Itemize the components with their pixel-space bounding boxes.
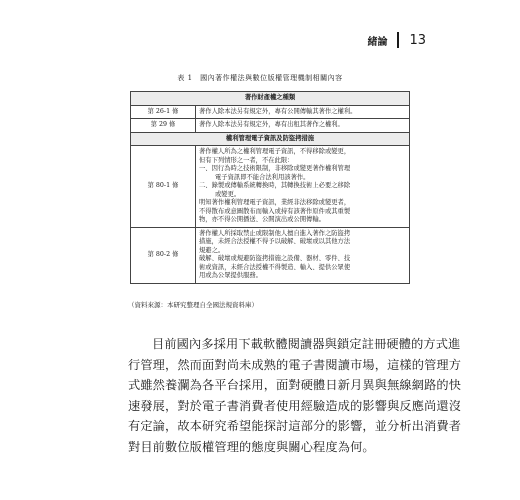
header-divider — [397, 32, 399, 48]
section-title: 著作財產權之種類 — [131, 92, 410, 106]
article-number: 第 29 條 — [131, 119, 196, 133]
paragraph-line: 有定論，故本研究希望能探討這部分的影響，並分析出消費者 — [128, 419, 462, 433]
text-line: 術或資訊，未經合法授權不得製造、輸入、提供公眾使 — [199, 263, 351, 271]
page-number: 13 — [409, 32, 426, 48]
article-number: 第 80-1 條 — [131, 146, 196, 228]
text-line: 用或為公眾提供服務。 — [199, 272, 262, 279]
paragraph-line: 式雖然養瀾為各平台採用，面對硬體日新月異與無線網路的快 — [128, 378, 462, 392]
article-text: 著作人除本法另有規定外，專有出租其著作之權利。 — [196, 119, 410, 133]
law-table — [130, 91, 410, 284]
article-text: 著作人除本法另有規定外，專有公開傳輸其著作之權利。 — [196, 105, 410, 119]
text-line: 規避之。 — [199, 246, 225, 254]
text-line: 著作權人所採取禁止或限制他人擅自進入著作之防盜拷 — [199, 229, 351, 237]
paragraph-line: 速發展，對於電子書消費者使用經驗造成的影響與反應尚還沒 — [128, 398, 462, 413]
table-source-note: （資料來源：本研究整理自全國法規資料庫） — [128, 301, 258, 309]
text-line: 但有下列情形之一者，不在此限： — [199, 156, 294, 164]
article-number: 第 80-2 條 — [131, 227, 196, 283]
running-header — [367, 32, 426, 48]
table-row — [131, 105, 410, 119]
section-header-row — [131, 132, 410, 146]
paragraph-line: 對目前數位版權管理的態度與關心程度為何。 — [128, 439, 375, 454]
text-line: 一、因行為時之技術限制，非移除或變更著作權利管理 — [199, 165, 351, 172]
table-caption: 表 1 國內著作權法與數位版權管理機制相關內容 — [177, 74, 343, 82]
article-number: 第 26-1 條 — [131, 105, 196, 119]
table-row — [131, 146, 410, 228]
text-line: 著作權人所為之權利管理電子資訊，不得移除或變更， — [199, 148, 351, 155]
table-row — [131, 227, 410, 283]
text-line: 物，亦不得公開播送、公開演出或公開傳輸。 — [199, 216, 325, 223]
article-text — [196, 227, 410, 283]
text-line: 二、錄製或傳輸系統轉換時，其轉換技術上必要之移除 — [199, 182, 351, 189]
chapter-title: 緒論 — [367, 36, 388, 48]
paragraph-line: 行管理，然而面對尚未成熟的電子書閱讀市場，這樣的管理方 — [128, 357, 462, 372]
text-line: 明知著作權利管理電子資訊，業經非法移除或變更者， — [199, 199, 351, 206]
section-header-row — [131, 92, 410, 106]
article-text — [196, 146, 410, 228]
text-line: 電子資訊即不能合法利用該著作。 — [215, 173, 310, 181]
text-line: 或變更。 — [215, 190, 241, 198]
text-line: 措施，未經合法授權不得予以破解、破壞或以其他方法 — [199, 238, 351, 245]
text-line: 不得散布或意圖散布而輸入或持有該著作原件或其重製 — [199, 207, 351, 215]
table-row — [131, 119, 410, 133]
section-title: 權利管理電子資訊及防盜拷措施 — [131, 132, 410, 146]
body-paragraph — [128, 334, 462, 457]
paragraph-line: 目前國內多採用下載軟體閱讀器與鎖定註冊硬體的方式進 — [152, 337, 461, 351]
text-line: 破解、破壞或規避防盜拷措施之設備、器材、零件、技 — [199, 255, 351, 262]
